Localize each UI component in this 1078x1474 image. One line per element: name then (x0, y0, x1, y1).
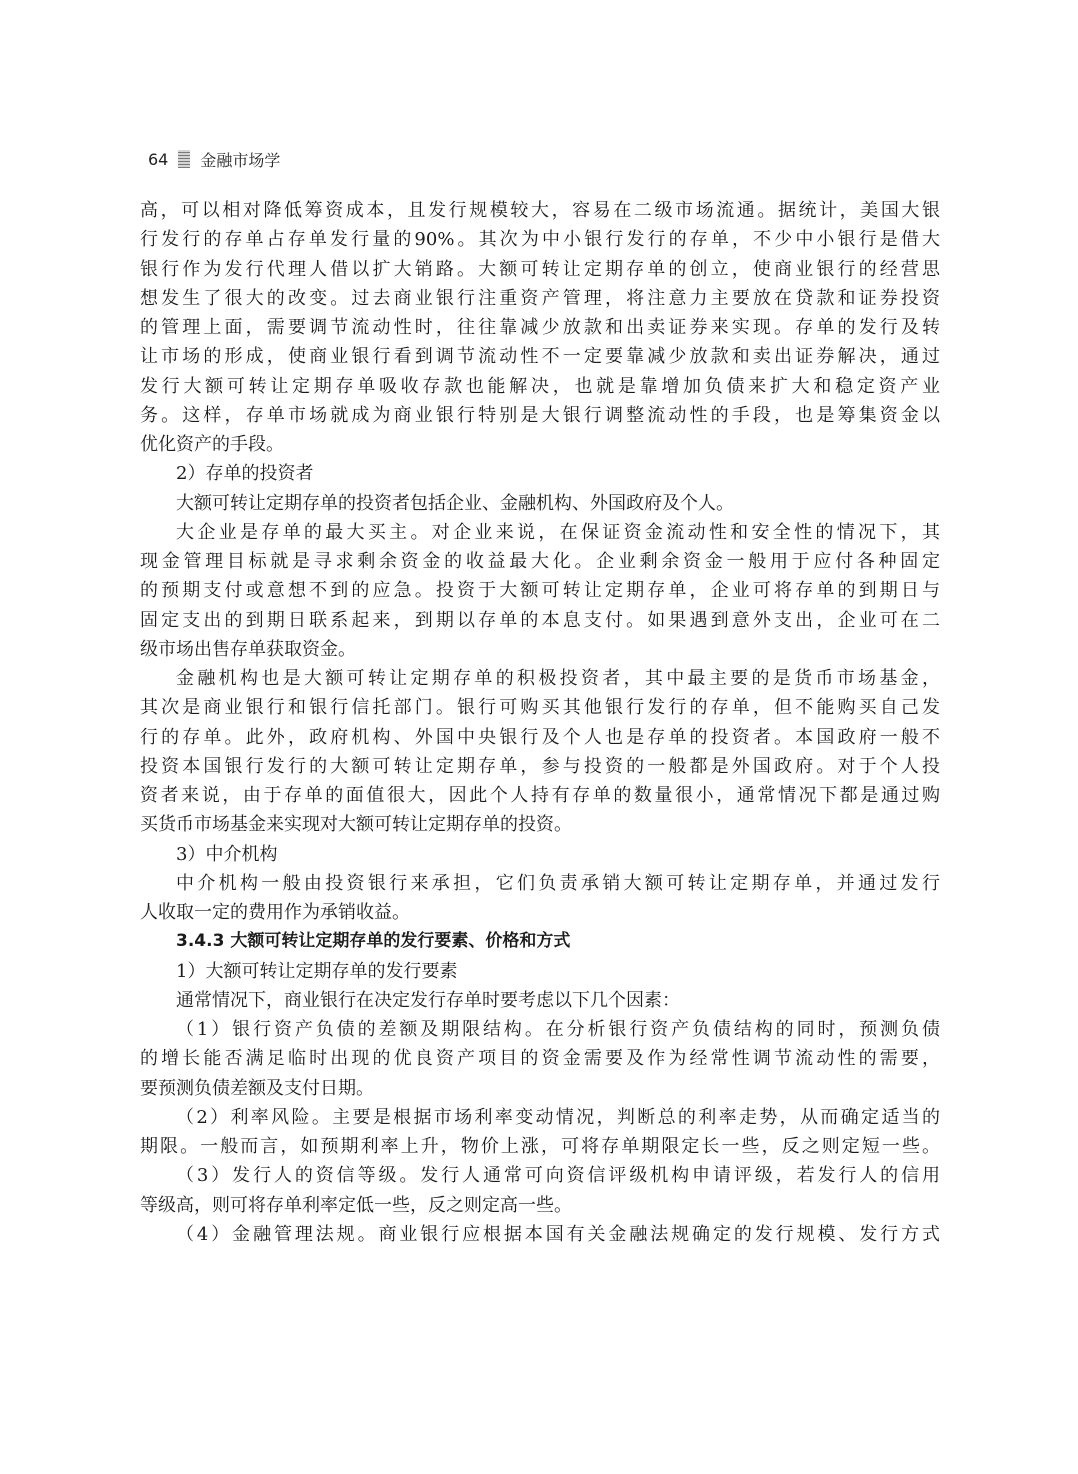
text-line: 3）中介机构 (176, 843, 278, 865)
text-line: 投资本国银行发行的大额可转让定期存单，参与投资的一般都是外国政府。对于个人投 (140, 755, 940, 777)
text-line: 其次是商业银行和银行信托部门。银行可购买其他银行发行的存单，但不能购买自己发 (140, 697, 940, 719)
text-line: 级市场出售存单获取资金。 (140, 638, 356, 660)
section-heading: 3.4.3 大额可转让定期存单的发行要素、价格和方式 (176, 931, 571, 952)
text-line: 发行大额可转让定期存单吸收存款也能解决，也就是靠增加负债来扩大和稳定资产业 (140, 375, 940, 397)
text-line: 要预测负债差额及支付日期。 (140, 1077, 374, 1099)
page-number: 64 (148, 149, 169, 169)
text-line: 让市场的形成，使商业银行看到调节流动性不一定要靠减少放款和卖出证券解决，通过 (140, 346, 940, 368)
page-header (148, 146, 280, 172)
text-line: 等级高，则可将存单利率定低一些，反之则定高一些。 (140, 1194, 572, 1216)
text-line: 现金管理目标就是寻求剩余资金的收益最大化。企业剩余资金一般用于应付各种固定 (140, 551, 940, 572)
text-line: （4）金融管理法规。商业银行应根据本国有关金融法规确定的发行规模、发行方式 (176, 1223, 940, 1245)
text-line: 大额可转让定期存单的投资者包括企业、金融机构、外国政府及个人。 (176, 492, 734, 514)
text-line: 务。这样，存单市场就成为商业银行特别是大银行调整流动性的手段，也是筹集资金以 (140, 404, 940, 426)
text-line: 期限。一般而言，如预期利率上升，物价上涨，可将存单期限定长一些，反之则定短一些。 (140, 1136, 940, 1157)
text-line: 1）大额可转让定期存单的发行要素 (176, 960, 458, 982)
text-line: 的预期支付或意想不到的应急。投资于大额可转让定期存单，企业可将存单的到期日与 (140, 580, 940, 602)
text-line: 的增长能否满足临时出现的优良资产项目的资金需要及作为经常性调节流动性的需要， (140, 1048, 940, 1070)
text-line: 2）存单的投资者 (176, 463, 314, 485)
text-line: 金融机构也是大额可转让定期存单的积极投资者，其中最主要的是货币市场基金， (176, 668, 940, 689)
text-line: （1）银行资产负债的差额及期限结构。在分析银行资产负债结构的同时，预测负债 (176, 1019, 940, 1040)
body-text (140, 196, 940, 1249)
text-line: 行的存单。此外，政府机构、外国中央银行及个人也是存单的投资者。本国政府一般不 (140, 726, 940, 748)
text-line: 中介机构一般由投资银行来承担，它们负责承销大额可转让定期存单，并通过发行 (176, 872, 940, 894)
text-line: 银行作为发行代理人借以扩大销路。大额可转让定期存单的创立，使商业银行的经营思 (140, 258, 940, 280)
text-line: 资者来说，由于存单的面值很大，因此个人持有存单的数量很小，通常情况下都是通过购 (140, 785, 940, 806)
text-line: （2）利率风险。主要是根据市场利率变动情况，判断总的利率走势，从而确定适当的 (176, 1106, 940, 1128)
text-line: 高，可以相对降低筹资成本，且发行规模较大，容易在二级市场流通。据统计，美国大银 (140, 200, 940, 221)
header-decoration (178, 150, 190, 168)
text-line: 优化资产的手段。 (140, 434, 284, 455)
text-line: 通常情况下，商业银行在决定发行存单时要考虑以下几个因素： (176, 989, 680, 1011)
book-title: 金融市场学 (200, 150, 281, 170)
text-line: 大企业是存单的最大买主。对企业来说，在保证资金流动性和安全性的情况下，其 (176, 521, 940, 543)
text-line: 想发生了很大的改变。过去商业银行注重资产管理，将注意力主要放在贷款和证券投资 (140, 287, 940, 309)
text-line: 的管理上面，需要调节流动性时，往往靠减少放款和出卖证券来实现。存单的发行及转 (140, 317, 940, 338)
text-line: 行发行的存单占存单发行量的90%。其次为中小银行发行的存单，不少中小银行是借大 (140, 229, 940, 251)
text-line: 买货币市场基金来实现对大额可转让定期存单的投资。 (140, 814, 572, 836)
text-line: 固定支出的到期日联系起来，到期以存单的本息支付。如果遇到意外支出，企业可在二 (140, 609, 940, 631)
text-line: （3）发行人的资信等级。发行人通常可向资信评级机构申请评级，若发行人的信用 (176, 1165, 940, 1187)
text-line: 人收取一定的费用作为承销收益。 (140, 902, 410, 923)
